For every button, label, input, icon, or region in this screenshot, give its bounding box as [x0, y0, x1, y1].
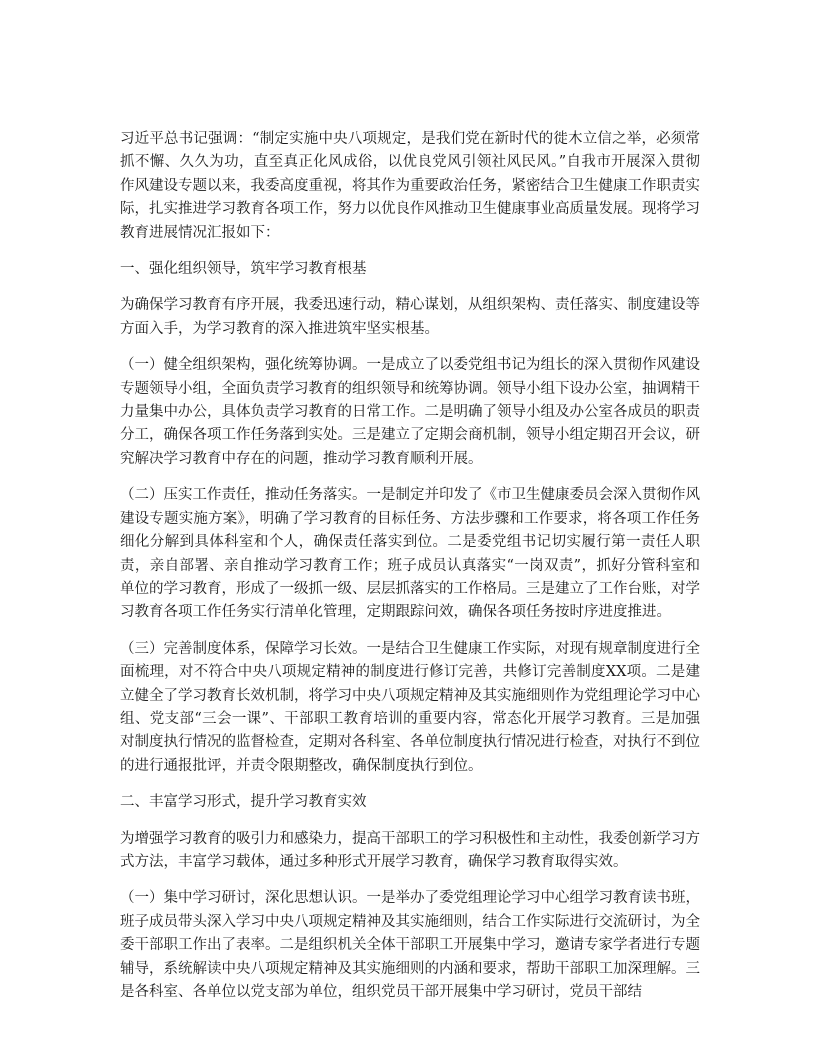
section-1-intro-paragraph: 为确保学习教育有序开展，我委迅速行动，精心谋划，从组织架构、责任落实、制度建设等方面入手，为学习教育的深入推进筑牢坚实根基。: [120, 297, 700, 337]
section-1-item-3-paragraph: （三）完善制度体系，保障学习长效。一是结合卫生健康工作实际，对现有规章制度进行全面梳理，对不符合中央八项规定精神的制度进行修订完善，共修订完善制度XX项。二是建立健全了学习教育长效机制，将学习中央八项规定精神及其实施细则作为党组理论学习中心组、党支部“三会一课”、干部职工教育培训的重要内容，常态化开展学习教育。三是加强对制度执行情况的监督检查，定期对各科室、各单位制度执行情况进行检查，对执行不到位的进行通报批评，并责令限期整改，确保制度执行到位。: [120, 640, 700, 774]
document-body: [120, 128, 700, 1017]
section-2-intro-paragraph: 为增强学习教育的吸引力和感染力，提高干部职工的学习积极性和主动性，我委创新学习方式方法，丰富学习载体，通过多种形式开展学习教育，确保学习教育取得实效。: [120, 830, 700, 870]
section-heading-2: 二、丰富学习形式，提升学习教育实效: [120, 794, 367, 811]
section-heading-1: 一、强化组织领导，筑牢学习教育根基: [120, 261, 367, 278]
section-1-item-2-paragraph: （二）压实工作责任，推动任务落实。一是制定并印发了《市卫生健康委员会深入贯彻作风建设专题实施方案》，明确了学习教育的目标任务、方法步骤和工作要求，将各项工作任务细化分解到具体科室和个人，确保责任落实到位。二是委党组书记切实履行第一责任人职责，亲自部署、亲自推动学习教育工作；班子成员认真落实“一岗双责”，抓好分管科室和单位的学习教育，形成了一级抓一级、层层抓落实的工作格局。三是建立了工作台账，对学习教育各项工作任务实行清单化管理，定期跟踪问效，确保各项任务按时序进度推进。: [120, 487, 700, 621]
intro-paragraph: 习近平总书记强调：“制定实施中央八项规定，是我们党在新时代的徙木立信之举，必须常抓不懈、久久为功，直至真正化风成俗，以优良党风引领社风民风。”自我市开展深入贯彻作风建设专题以来，我委高度重视，将其作为重要政治任务，紧密结合卫生健康工作职责实际，扎实推进学习教育各项工作，努力以优良作风推动卫生健康事业高质量发展。现将学习教育进展情况汇报如下：: [120, 131, 700, 241]
section-1-item-1-paragraph: （一）健全组织架构，强化统筹协调。一是成立了以委党组书记为组长的深入贯彻作风建设专题领导小组，全面负责学习教育的组织领导和统筹协调。领导小组下设办公室，抽调精干力量集中办公，具体负责学习教育的日常工作。二是明确了领导小组及办公室各成员的职责分工，确保各项工作任务落到实处。三是建立了定期会商机制，领导小组定期召开会议，研究解决学习教育中存在的问题，推动学习教育顺利开展。: [120, 357, 700, 467]
section-2-item-1-paragraph: （一）集中学习研讨，深化思想认识。一是举办了委党组理论学习中心组学习教育读书班，班子成员带头深入学习中央八项规定精神及其实施细则，结合工作实际进行交流研讨，为全委干部职工作出了表率。二是组织机关全体干部职工开展集中学习，邀请专家学者进行专题辅导，系统解读中央八项规定精神及其实施细则的内涵和要求，帮助干部职工加深理解。三是各科室、各单位以党支部为单位，组织党员干部开展集中学习研讨，党员干部结: [120, 890, 700, 1000]
